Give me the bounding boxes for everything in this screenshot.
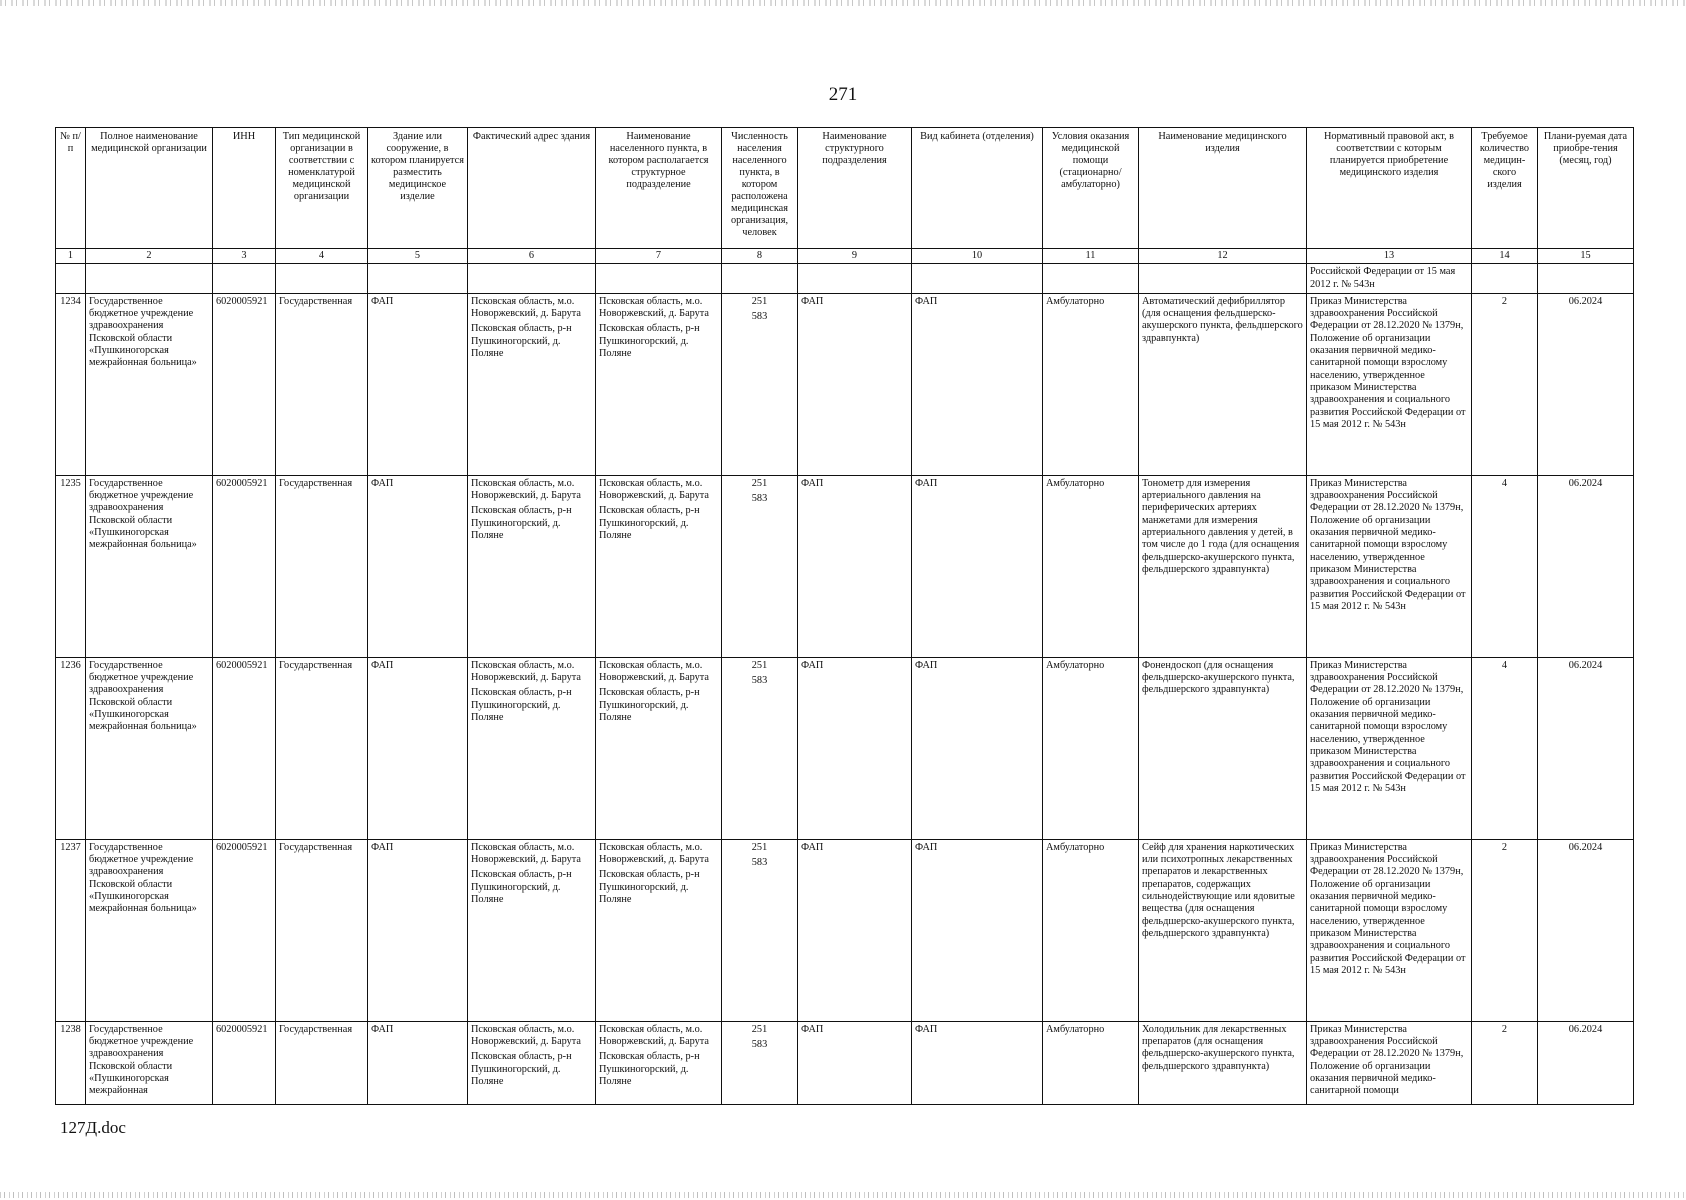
document-filename: 127Д.doc [60,1118,126,1137]
medical-device: Фонендоскоп (для оснащения фельдшерско-акушерского пункта, фельдшерского здравпункта) [1139,657,1307,839]
row-number: 1234 [56,293,86,475]
locality-line: Псковская область, р-н Пушкиногорский, д. Поляне [599,1051,700,1088]
table-cell [56,264,86,294]
planned-date: 06.2024 [1538,1021,1634,1104]
table-cell [468,264,596,294]
population [722,839,798,1021]
scan-edge-bottom [0,1192,1686,1198]
cabinet-type: ФАП [912,657,1043,839]
column-number: 12 [1139,249,1307,264]
continuation-row [56,264,1634,294]
column-number: 8 [722,249,798,264]
locality-line: Псковская область, р-н Пушкиногорский, д. Поляне [599,505,700,542]
organization-name: Государственное бюджетное учреждение здравоохранения Псковской области «Пушкиногорская межрайонная больница» [86,475,213,657]
column-number: 1 [56,249,86,264]
locality [596,1021,722,1104]
header-cell: Наименование структурного подразделения [798,128,912,249]
actual-address [468,839,596,1021]
legal-act: Приказ Министерства здравоохранения Российской Федерации от 28.12.2020 № 1379н, Положение об организации оказания первичной медико-санитарной помощи [1307,1021,1472,1104]
locality [596,657,722,839]
row-number: 1237 [56,839,86,1021]
planned-date: 06.2024 [1538,657,1634,839]
care-conditions: Амбулаторно [1043,657,1139,839]
care-conditions: Амбулаторно [1043,475,1139,657]
table-cell [722,264,798,294]
locality-line: Псковская область, м.о. Новоржевский, д. Барута [599,1023,709,1048]
required-quantity: 2 [1472,293,1538,475]
row-number: 1236 [56,657,86,839]
population [722,1021,798,1104]
address-line: Псковская область, м.о. Новоржевский, д. Барута [471,1023,581,1048]
population-value: 583 [751,1039,768,1051]
table-cell [213,264,276,294]
locality-line: Псковская область, м.о. Новоржевский, д. Барута [599,841,709,866]
planned-date: 06.2024 [1538,839,1634,1021]
locality [596,293,722,475]
table-cell [596,264,722,294]
header-cell: Условия оказания медицинской помощи (стационарно/ амбулаторно) [1043,128,1139,249]
header-cell: Наименование населенного пункта, в котором располагается структурное подразделение [596,128,722,249]
building: ФАП [368,475,468,657]
organization-name: Государственное бюджетное учреждение здравоохранения Псковской области «Пушкиногорская межрайонная больница» [86,839,213,1021]
header-cell: Здание или сооружение, в котором планируется разместить медицинское изделие [368,128,468,249]
table-cell [1538,264,1634,294]
care-conditions: Амбулаторно [1043,1021,1139,1104]
address-line: Псковская область, р-н Пушкиногорский, д. Поляне [471,869,572,906]
column-number: 3 [213,249,276,264]
address-line: Псковская область, м.о. Новоржевский, д. Барута [471,659,581,684]
population-value: 251 [751,295,768,307]
structural-unit: ФАП [798,475,912,657]
building: ФАП [368,1021,468,1104]
inn: 6020005921 [213,839,276,1021]
structural-unit: ФАП [798,839,912,1021]
structural-unit: ФАП [798,293,912,475]
structural-unit: ФАП [798,1021,912,1104]
required-quantity: 2 [1472,839,1538,1021]
header-cell: ИНН [213,128,276,249]
cabinet-type: ФАП [912,475,1043,657]
locality [596,839,722,1021]
address-line: Псковская область, р-н Пушкиногорский, д. Поляне [471,1051,572,1088]
table-cell [276,264,368,294]
medical-device: Тонометр для измерения артериального давления на периферических артериях манжетами для измерения артериального давления у детей, в том числе до 1 года (для оснащения фельдшерско-акушерского пункта, фельдшерского здравпункта) [1139,475,1307,657]
column-number: 2 [86,249,213,264]
header-cell: Вид кабинета (отделения) [912,128,1043,249]
locality-line: Псковская область, р-н Пушкиногорский, д. Поляне [599,687,700,724]
table-cell [86,264,213,294]
building: ФАП [368,839,468,1021]
population-value: 583 [751,311,768,323]
population-value: 251 [751,477,768,489]
medical-device: Сейф для хранения наркотических или психотропных лекарственных препаратов и лекарственных препаратов, содержащих сильнодействующие или ядовитые вещества (для оснащения фельдшерско-акушерского пункта, фельдшерского здравпункта) [1139,839,1307,1021]
equipment-register-table [55,127,1634,1105]
legal-act: Приказ Министерства здравоохранения Российской Федерации от 28.12.2020 № 1379н, Положение об организации оказания первичной медико-санитарной помощи взрослому населению, утвержденное приказом Министерства здравоохранения и социального развития Российской Федерации от 15 мая 2012 г. № 543н [1307,657,1472,839]
table-cell [368,264,468,294]
table-cell [798,264,912,294]
inn: 6020005921 [213,657,276,839]
structural-unit: ФАП [798,657,912,839]
population-value: 251 [751,1023,768,1035]
address-line: Псковская область, м.о. Новоржевский, д. Барута [471,295,581,320]
column-number: 6 [468,249,596,264]
header-cell: Плани-руемая дата приобре-тения (месяц, год) [1538,128,1634,249]
population-value: 583 [751,857,768,869]
locality-line: Псковская область, р-н Пушкиногорский, д. Поляне [599,869,700,906]
address-line: Псковская область, м.о. Новоржевский, д. Барута [471,841,581,866]
organization-type: Государственная [276,293,368,475]
inn: 6020005921 [213,1021,276,1104]
locality-line: Псковская область, м.о. Новоржевский, д. Барута [599,477,709,502]
medical-device: Холодильник для лекарственных препаратов (для оснащения фельдшерско-акушерского пункта, фельдшерского здравпункта) [1139,1021,1307,1104]
legal-act: Приказ Министерства здравоохранения Российской Федерации от 28.12.2020 № 1379н, Положение об организации оказания первичной медико-санитарной помощи взрослому населению, утвержденное приказом Министерства здравоохранения и социального развития Российской Федерации от 15 мая 2012 г. № 543н [1307,475,1472,657]
column-number: 4 [276,249,368,264]
column-number: 9 [798,249,912,264]
population-value: 251 [751,659,768,671]
actual-address [468,657,596,839]
table-cell [1472,264,1538,294]
header-cell: Тип медицинской организации в соответствии с номенклатурой медицинской организации [276,128,368,249]
header-cell: Численность населения населенного пункта, в котором расположена медицинская организация, человек [722,128,798,249]
continuation-act-cell: Российской Федерации от 15 мая 2012 г. № 543н [1307,264,1472,294]
address-line: Псковская область, р-н Пушкиногорский, д. Поляне [471,505,572,542]
row-number: 1235 [56,475,86,657]
actual-address [468,293,596,475]
column-number: 7 [596,249,722,264]
address-line: Псковская область, р-н Пушкиногорский, д. Поляне [471,687,572,724]
header-cell: № п/п [56,128,86,249]
actual-address [468,1021,596,1104]
population [722,475,798,657]
cabinet-type: ФАП [912,839,1043,1021]
page-number: 271 [828,84,858,105]
inn: 6020005921 [213,475,276,657]
planned-date: 06.2024 [1538,293,1634,475]
locality [596,475,722,657]
table-row [56,657,1634,839]
locality-line: Псковская область, м.о. Новоржевский, д. Барута [599,295,709,320]
cabinet-type: ФАП [912,293,1043,475]
column-number-row [56,249,1634,264]
legal-act: Приказ Министерства здравоохранения Российской Федерации от 28.12.2020 № 1379н, Положение об организации оказания первичной медико-санитарной помощи взрослому населению, утвержденное приказом Министерства здравоохранения и социального развития Российской Федерации от 15 мая 2012 г. № 543н [1307,839,1472,1021]
table-row [56,839,1634,1021]
organization-type: Государственная [276,475,368,657]
organization-name: Государственное бюджетное учреждение здравоохранения Псковской области «Пушкиногорская межрайонная больница» [86,657,213,839]
header-row [56,128,1634,249]
care-conditions: Амбулаторно [1043,839,1139,1021]
medical-device: Автоматический дефибриллятор (для оснащения фельдшерско-акушерского пункта, фельдшерского здравпункта) [1139,293,1307,475]
address-line: Псковская область, р-н Пушкиногорский, д. Поляне [471,323,572,360]
table-cell [1043,264,1139,294]
locality-line: Псковская область, м.о. Новоржевский, д. Барута [599,659,709,684]
organization-type: Государственная [276,657,368,839]
cabinet-type: ФАП [912,1021,1043,1104]
population-value: 583 [751,493,768,505]
header-cell: Наименование медицинского изделия [1139,128,1307,249]
column-number: 5 [368,249,468,264]
header-cell: Фактический адрес здания [468,128,596,249]
column-number: 14 [1472,249,1538,264]
table-row [56,1021,1634,1104]
header-cell: Требуемое количество медицин-ского изделия [1472,128,1538,249]
organization-type: Государственная [276,1021,368,1104]
population [722,657,798,839]
row-number: 1238 [56,1021,86,1104]
population [722,293,798,475]
address-line: Псковская область, м.о. Новоржевский, д. Барута [471,477,581,502]
inn: 6020005921 [213,293,276,475]
required-quantity: 2 [1472,1021,1538,1104]
table-row [56,293,1634,475]
legal-act: Приказ Министерства здравоохранения Российской Федерации от 28.12.2020 № 1379н, Положение об организации оказания первичной медико-санитарной помощи взрослому населению, утвержденное приказом Министерства здравоохранения и социального развития Российской Федерации от 15 мая 2012 г. № 543н [1307,293,1472,475]
table-cell [912,264,1043,294]
required-quantity: 4 [1472,657,1538,839]
building: ФАП [368,293,468,475]
care-conditions: Амбулаторно [1043,293,1139,475]
column-number: 15 [1538,249,1634,264]
planned-date: 06.2024 [1538,475,1634,657]
header-cell: Полное наименование медицинской организации [86,128,213,249]
population-value: 251 [751,841,768,853]
column-number: 10 [912,249,1043,264]
header-cell: Нормативный правовой акт, в соответствии с которым планируется приобретение медицинского изделия [1307,128,1472,249]
building: ФАП [368,657,468,839]
organization-name: Государственное бюджетное учреждение здравоохранения Псковской области «Пушкиногорская межрайонная [86,1021,213,1104]
organization-name: Государственное бюджетное учреждение здравоохранения Псковской области «Пушкиногорская межрайонная больница» [86,293,213,475]
organization-type: Государственная [276,839,368,1021]
column-number: 11 [1043,249,1139,264]
required-quantity: 4 [1472,475,1538,657]
table-row [56,475,1634,657]
table-cell [1139,264,1307,294]
locality-line: Псковская область, р-н Пушкиногорский, д. Поляне [599,323,700,360]
population-value: 583 [751,675,768,687]
scan-edge-top [0,0,1686,6]
actual-address [468,475,596,657]
column-number: 13 [1307,249,1472,264]
